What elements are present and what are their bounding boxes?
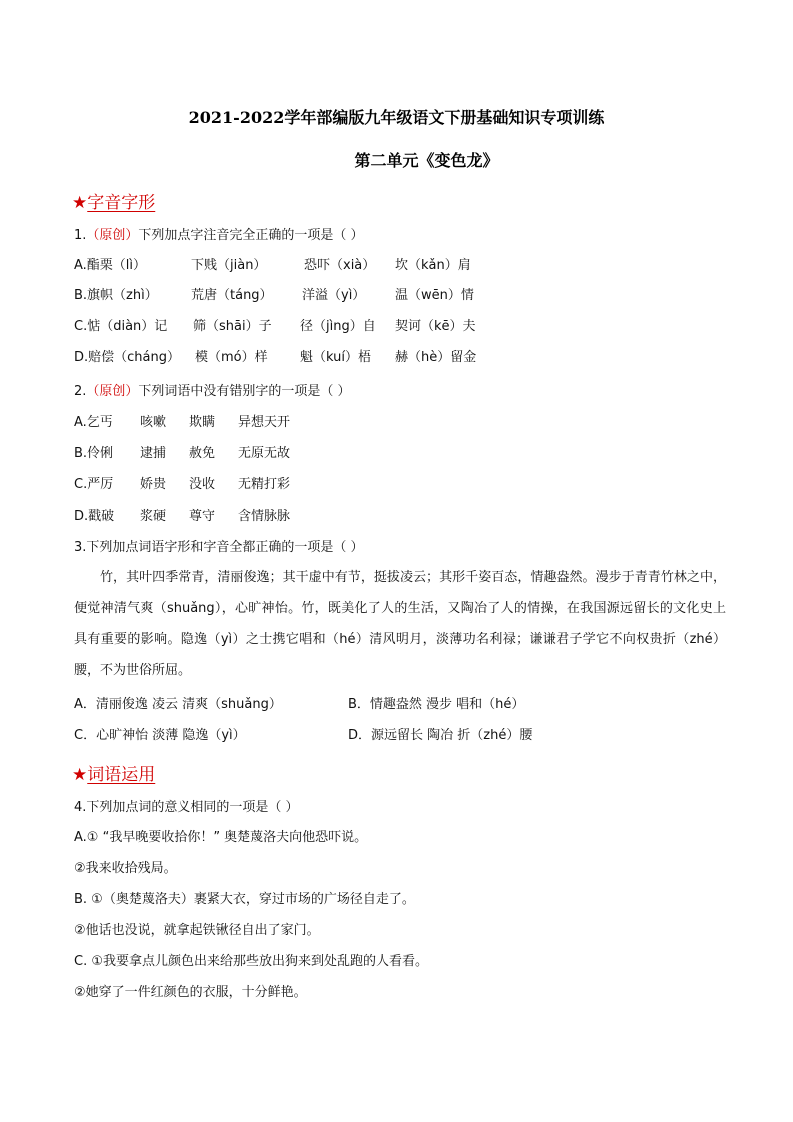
q2-option-c: C.严厉 娇贵 没收 无精打彩 [74, 477, 291, 492]
q4-line-b2: ②他话也没说，就拿起铁锹径自出了家门。 [74, 923, 320, 938]
q1-option-d: D.赔偿（cháng） 模（mó）样 魁（kuí）梧 赫（hè）留金 [74, 350, 477, 365]
section-label: 词语运用 [87, 765, 156, 785]
q1-option-a: A.酯栗（lì） 下贱（jiàn） 恐吓（xià） 坎（kǎn）肩 [74, 258, 471, 273]
star-icon: ★ [72, 765, 88, 785]
q4-line-c2: ②她穿了一件红颜色的衣服，十分鲜艳。 [74, 985, 307, 1000]
q4-line-c1: C. ①我要拿点儿颜色出来给那些放出狗来到处乱跑的人看看。 [74, 954, 428, 969]
section-label: 字音字形 [87, 193, 156, 213]
q1-option-b: B.旗帜（zhì） 荒唐（táng） 洋溢（yì） 温（wēn）情 [74, 288, 474, 303]
document-title: 2021-2022学年部编版九年级语文下册基础知识专项训练 [188, 108, 605, 127]
original-tag: （原创） [86, 384, 139, 399]
question-3-stem: 3.下列加点词语字形和字音全都正确的一项是（ ） [74, 540, 364, 555]
question-1-stem: 1.（原创）下列加点字注音完全正确的一项是（ ） [74, 228, 364, 243]
q4-line-a1: A.① “我早晚要收拾你！” 奥楚蔑洛夫向他恐吓说。 [74, 830, 368, 845]
question-4-stem: 4.下列加点词的意义相同的一项是（ ） [74, 800, 299, 815]
q2-option-a: A.乞丐 咳嗽 欺瞒 异想天开 [74, 415, 291, 430]
q3-option-b: B．情趣盎然 漫步 唱和（hé） [348, 697, 525, 712]
q1-option-c: C.惦（diàn）记 筛（shāi）子 径（jìng）自 契诃（kē）夫 [74, 319, 476, 334]
document-subtitle: 第二单元《变色龙》 [354, 151, 499, 170]
q3-option-d: D．源远留长 陶冶 折（zhé）腰 [348, 728, 533, 743]
question-3-passage: 竹，其叶四季常青，清丽俊逸；其干虚中有节，挺拔凌云；其形千姿百态，情趣盎然。漫步于青青竹林之中，便觉神清气爽（shuǎng），心旷神怡。竹，既美化了人的生活，又陶冶了人的情操，在我国源远留长的文化史上具有重要的影响。隐逸（yì）之士携它唱和（hé）清风明月，淡薄功名利禄；谦谦君子学它不向权贵折（zhé）腰，不为世俗所屈。 [74, 570, 726, 678]
q3-option-a: A．清丽俊逸 凌云 清爽（shuǎng） [74, 697, 282, 712]
section-heading-word-usage [72, 760, 155, 785]
q4-line-b1: B. ①（奥楚蔑洛夫）裹紧大衣，穿过市场的广场径自走了。 [74, 892, 415, 907]
original-tag: （原创） [86, 228, 139, 243]
q3-option-c: C．心旷神怡 淡薄 隐逸（yì） [74, 728, 246, 743]
question-2-stem: 2.（原创）下列词语中没有错别字的一项是（ ） [74, 384, 351, 399]
star-icon: ★ [72, 193, 88, 213]
q4-line-a2: ②我来收拾残局。 [74, 861, 177, 876]
q2-option-d: D.戳破 浆硬 尊守 含情脉脉 [74, 509, 291, 524]
q2-option-b: B.伶俐 逮捕 赦免 无原无故 [74, 446, 291, 461]
section-heading-pronunciation [72, 188, 155, 213]
